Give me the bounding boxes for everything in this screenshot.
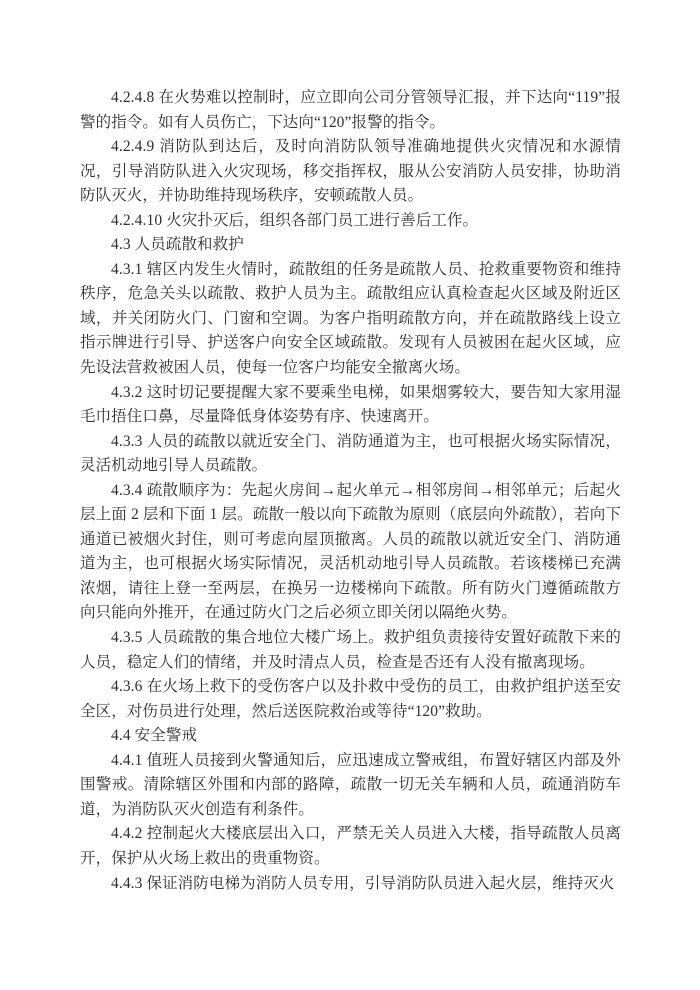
paragraph-4-3-2: 4.3.2 这时切记要提醒大家不要乘坐电梯，如果烟雾较大，要告知大家用湿毛巾捂住口鼻，尽量降低身体姿势有序、快速离开。 <box>80 383 621 426</box>
paragraph-4-3-3: 4.3.3 人员的疏散以就近安全门、消防通道为主，也可根据火场实际情况，灵活机动地引导人员疏散。 <box>80 432 621 475</box>
document-body-text <box>80 86 621 896</box>
paragraph-4-2-4-8: 4.2.4.8 在火势难以控制时，应立即向公司分管领导汇报，并下达向“119”报警的指令。如有人员伤亡，下达向“120”报警的指令。 <box>80 89 621 131</box>
paragraph-4-2-4-10: 4.2.4.10 火灾扑灭后，组织各部门员工进行善后工作。 <box>111 211 479 229</box>
paragraph-4-3-1: 4.3.1 辖区内发生火情时，疏散组的任务是疏散人员、抢救重要物资和维持秩序，危急关头以疏散、救护人员为主。疏散组应认真检查起火区域及附近区域，并关闭防火门、门窗和空调。为客户指明疏散方向，并在疏散路线上设立指示牌进行引导、护送客户向安全区域疏散。发现有人员被困在起火区域，应先设法营救被困人员，使每一位客户均能安全撤离火场。 <box>80 260 621 377</box>
paragraph-4-4-1: 4.4.1 值班人员接到火警通知后，应迅速成立警戒组，布置好辖区内部及外围警戒。清除辖区外围和内部的路障，疏散一切无关车辆和人员，疏通消防车道，为消防队灭火创造有利条件。 <box>80 751 621 818</box>
paragraph-4-4-3: 4.4.3 保证消防电梯为消防人员专用，引导消防队员进入起火层，维持灭火 <box>111 874 615 892</box>
paragraph-4-4-2: 4.4.2 控制起火大楼底层出入口，严禁无关人员进入大楼，指导疏散人员离开，保护从火场上救出的贵重物资。 <box>80 825 621 867</box>
section-heading-4-4: 4.4 安全警戒 <box>111 727 198 745</box>
paragraph-4-3-6: 4.3.6 在火场上救下的受伤客户以及扑救中受伤的员工，由救护组护送至安全区，对伤员进行处理，然后送医院救治或等待“120”救助。 <box>80 678 621 720</box>
paragraph-4-3-5: 4.3.5 人员疏散的集合地位大楼广场上。救护组负责接待安置好疏散下来的人员，稳定人们的情绪，并及时清点人员，检查是否还有人没有撤离现场。 <box>80 629 621 671</box>
section-heading-4-3: 4.3 人员疏散和救护 <box>111 236 244 254</box>
paragraph-4-2-4-9: 4.2.4.9 消防队到达后，及时向消防队领导准确地提供火灾情况和水源情况，引导消防队进入火灾现场，移交指挥权，服从公安消防人员安排，协助消防队灭火，并协助维持现场秩序，安顿疏散人员。 <box>80 138 621 205</box>
paragraph-4-3-4: 4.3.4 疏散顺序为：先起火房间→起火单元→相邻房间→相邻单元；后起火层上面 2 层和下面 1 层。疏散一般以向下疏散为原则（底层向外疏散），若向下通道已被烟火封住，则可考虑向屋顶撤离。人员的疏散以就近安全门、消防通道为主，也可根据火场实际情况，灵活机动地引导人员疏散。若该楼梯已充满浓烟，请往上登一至两层，在换另一边楼梯向下疏散。所有防火门遵循疏散方向只能向外推开，在通过防火门之后必须立即关闭以隔绝火势。 <box>80 481 621 622</box>
